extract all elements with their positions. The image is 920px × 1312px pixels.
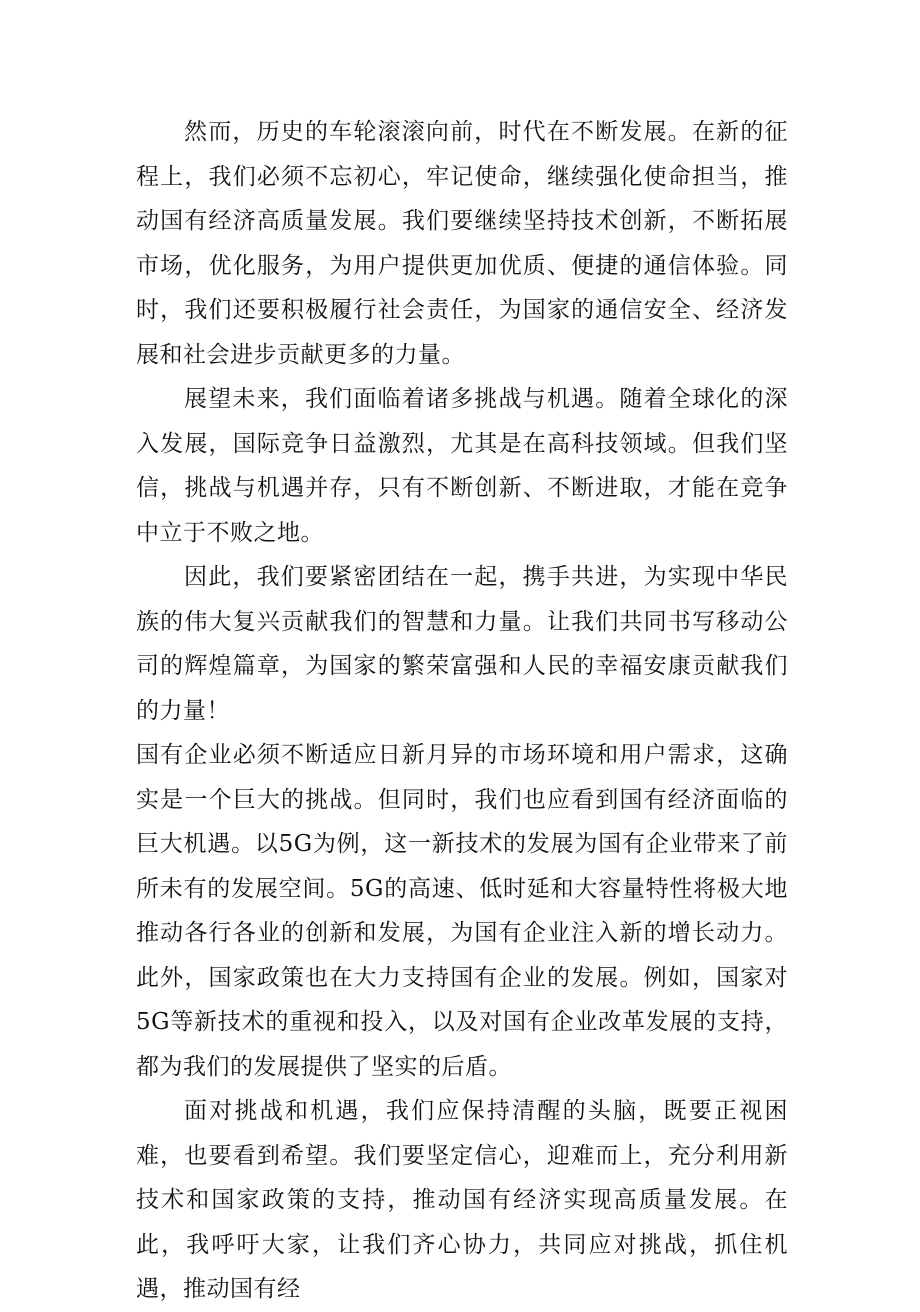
paragraph-2: 展望未来，我们面临着诸多挑战与机遇。随着全球化的深入发展，国际竞争日益激烈，尤其是在高科技领域。但我们坚信，挑战与机遇并存，只有不断创新、不断进取，才能在竞争中立于不败之地。 (136, 386, 788, 546)
paragraph-3: 因此，我们要紧密团结在一起，携手共进，为实现中华民族的伟大复兴贡献我们的智慧和力量。让我们共同书写移动公司的辉煌篇章，为国家的繁荣富强和人民的幸福安康贡献我们的力量！ (136, 564, 788, 724)
document-body (136, 110, 788, 1312)
paragraph-4: 国有企业必须不断适应日新月异的市场环境和用户需求，这确实是一个巨大的挑战。但同时，我们也应看到国有经济面临的巨大机遇。以5G为例，这一新技术的发展为国有企业带来了前所未有的发展空间。5G的高速、低时延和大容量特性将极大地推动各行各业的创新和发展，为国有企业注入新的增长动力。此外，国家政策也在大力支持国有企业的发展。例如，国家对5G等新技术的重视和投入，以及对国有企业改革发展的支持，都为我们的发展提供了坚实的后盾。 (136, 742, 788, 1080)
paragraph-5: 面对挑战和机遇，我们应保持清醒的头脑，既要正视困难，也要看到希望。我们要坚定信心，迎难而上，充分利用新技术和国家政策的支持，推动国有经济实现高质量发展。在此，我呼吁大家，让我们齐心协力，共同应对挑战，抓住机遇，推动国有经 (136, 1098, 788, 1302)
paragraph-1: 然而，历史的车轮滚滚向前，时代在不断发展。在新的征程上，我们必须不忘初心，牢记使命，继续强化使命担当，推动国有经济高质量发展。我们要继续坚持技术创新，不断拓展市场，优化服务，为用户提供更加优质、便捷的通信体验。同时，我们还要积极履行社会责任，为国家的通信安全、经济发展和社会进步贡献更多的力量。 (136, 119, 788, 368)
